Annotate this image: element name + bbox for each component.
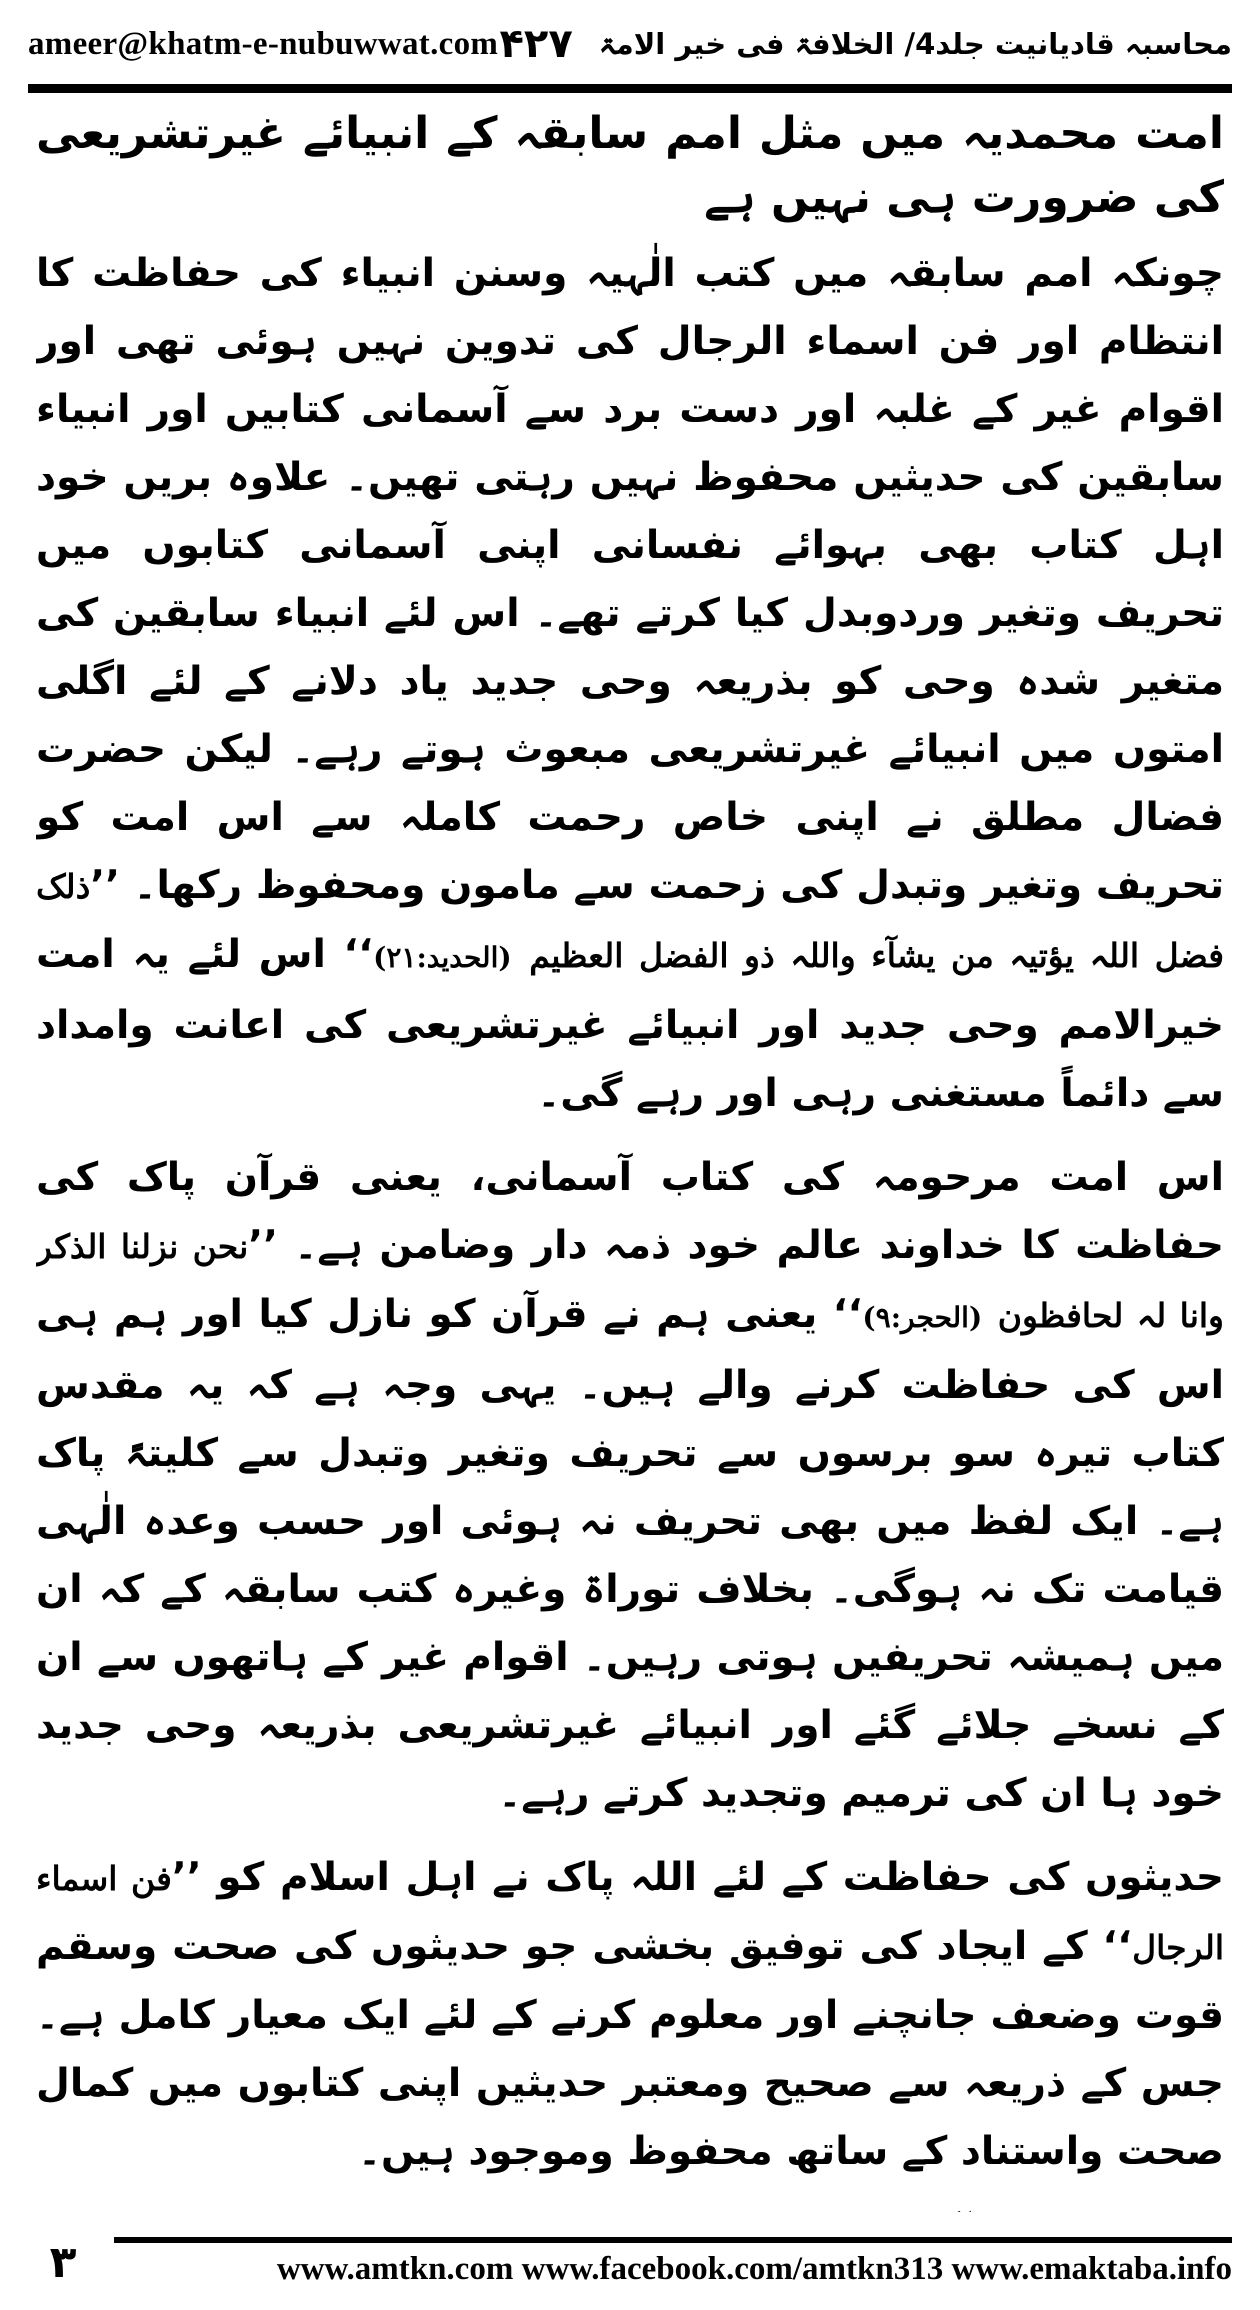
footer-urls: www.amtkn.com www.facebook.com/amtkn313 www.emaktaba.info [276, 2250, 1232, 2287]
paragraph-3-text-b: ‘‘ کے ایجاد کی توفیق بخشی جو حدیثوں کی صحت وسقم قوت وضعف جانچنے اور معلوم کرنے کے لئے ایک معیار کامل ہے۔ جس کے ذریعہ سے صحیح ومعتبر حدیثیں اپنی کتابوں میں کمال صحت واستناد کے ساتھ محفوظ وموجود ہیں۔ [36, 1924, 1224, 2174]
paragraph-1 [36, 240, 1224, 1128]
page-header [28, 14, 1232, 74]
footer-right [114, 2237, 1232, 2288]
paragraph-2 [36, 1144, 1224, 1828]
footer-rule [114, 2237, 1232, 2243]
quran-quote-1: ذلک فضل اللہ یؤتیہ من یشآء واللہ ذو الفضل العظیم [36, 867, 1224, 975]
term-quote: فن اسماء الرجال [36, 1859, 1224, 1967]
page-footer [28, 2232, 1232, 2292]
quran-quote-2: نحن نزلنا الذکر وانا لہ لحافظون [36, 1227, 1224, 1335]
header-page-number: ۴۲۷ [499, 21, 573, 67]
section-heading: امت محمدیہ میں مثل امم سابقہ کے انبیائے غیرتشریعی کی ضرورت ہی نہیں ہے [36, 108, 1224, 223]
quran-ref-1: (الحدید:۲۱) [373, 941, 512, 974]
header-book-title: محاسبہ قادیانیت جلد4/ الخلافۃ فی خیر الامۃ [598, 27, 1232, 61]
header-email: ameer@khatm-e-nubuwwat.com [28, 25, 499, 62]
paragraph-1-text-a: چونکہ امم سابقہ میں کتب الٰہیہ وسنن انبیاء کی حفاظت کا انتظام اور فن اسماء الرجال کی تدوین نہیں ہوئی تھی اور اقوام غیر کے غلبہ اور دست برد سے آسمانی کتابیں اور انبیاء سابقین کی حدیثیں محفوظ نہیں رہتی تھیں۔ علاوہ بریں خود اہل کتاب بھی بہوائے نفسانی اپنی آسمانی کتابوں میں تحریف وتغیر وردوبدل کیا کرتے تھے۔ اس لئے انبیاء سابقین کی متغیر شدہ وحی کو بذریعہ وحی جدید یاد دلانے کے لئے اگلی امتوں میں انبیائے غیرتشریعی مبعوث ہوتے رہے۔ لیکن حضرت فضال مطلق نے اپنی خاص رحمت کاملہ سے اس امت کو تحریف وتغیر وتبدل کی زحمت سے مامون ومحفوظ رکھا۔ ’’ [36, 251, 1224, 908]
header-right [500, 21, 1232, 67]
header-rule [28, 84, 1232, 93]
footer-page-marker: ۳ [49, 2236, 77, 2288]
page-body [36, 102, 1224, 2212]
quran-ref-2: (الحجر:۹) [862, 1301, 983, 1334]
paragraph-3-text-a: حدیثوں کی حفاظت کے لئے اللہ پاک نے اہل اسلام کو ’’ [171, 1855, 1224, 1900]
paragraph-4 [36, 2202, 1224, 2212]
paragraph-1-text-b: ‘‘ اس لئے یہ امت خیرالامم وحی جدید اور انبیائے غیرتشریعی کی اعانت وامداد سے دائماً مستغنی رہی اور رہے گی۔ [36, 932, 1224, 1116]
paragraph-2-text-b: ‘‘ یعنی ہم نے قرآن کو نازل کیا اور ہم ہی اس کی حفاظت کرنے والے ہیں۔ یہی وجہ ہے کہ یہ مقدس کتاب تیرہ سو برسوں سے تحریف وتغیر وتبدل سے کلیتہً پاک ہے۔ ایک لفظ میں بھی تحریف نہ ہوئی اور حسب وعدہ الٰہی قیامت تک نہ ہوگی۔ بخلاف توراۃ وغیرہ کتب سابقہ کے کہ ان میں ہمیشہ تحریفیں ہوتی رہیں۔ اقوام غیر کے ہاتھوں سے ان کے نسخے جلائے گئے اور انبیائے غیرتشریعی بذریعہ وحی جدید خود ہا ان کی ترمیم وتجدید کرتے رہے۔ [36, 1292, 1224, 1816]
paragraph-2-text-a: اس امت مرحومہ کی کتاب آسمانی، یعنی قرآن پاک کی حفاظت کا خداوند عالم خود ذمہ دار وضامن ہے۔ ’’ [36, 1155, 1224, 1268]
paragraph-3 [36, 1844, 1224, 2186]
